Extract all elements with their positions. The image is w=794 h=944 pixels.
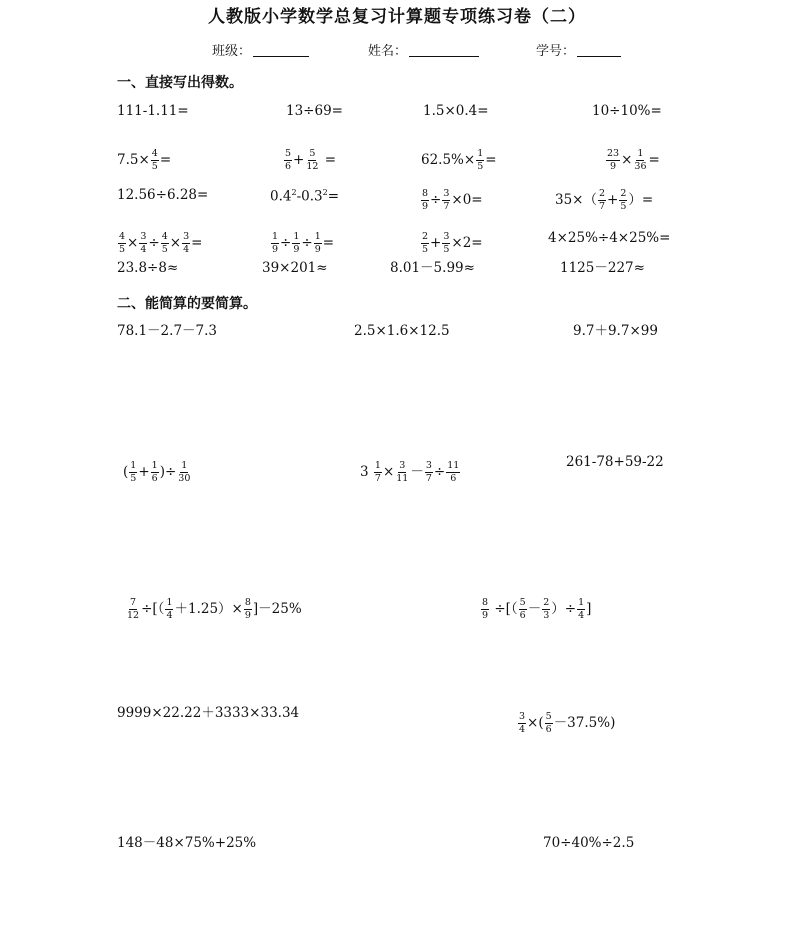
problem: 261-78+59-22 xyxy=(566,454,664,470)
fraction xyxy=(519,598,527,621)
fraction xyxy=(421,232,429,255)
denominator: 5 xyxy=(161,243,168,255)
fraction xyxy=(542,598,550,621)
fraction xyxy=(577,598,585,621)
denominator: 9 xyxy=(244,609,251,621)
class-label: 班级： xyxy=(212,44,252,59)
denominator: 5 xyxy=(422,243,429,255)
problem: 23.8÷8≈ xyxy=(117,260,179,276)
problem: 9.7＋9.7×99 xyxy=(573,323,658,339)
problem: 10÷10%= xyxy=(592,103,662,119)
denominator: 9 xyxy=(272,243,279,255)
denominator: 4 xyxy=(140,243,147,255)
numerator: 3 xyxy=(399,460,406,471)
denominator: 7 xyxy=(425,472,432,484)
fraction xyxy=(442,232,450,255)
problem: 8.01－5.99≈ xyxy=(390,260,475,276)
numerator: 4 xyxy=(161,231,168,242)
fraction xyxy=(442,189,450,212)
numerator: 4 xyxy=(119,231,126,242)
numerator: 1 xyxy=(293,231,300,242)
numerator: 3 xyxy=(443,188,450,199)
denominator: 12 xyxy=(127,609,140,621)
numerator: 5 xyxy=(545,711,552,722)
problem: $\frac{5}{6}$ + $\frac{5}{12}$ = xyxy=(285,148,337,172)
problem: 7.5× $\frac{4}{5}$ = xyxy=(117,148,172,172)
section2-heading: 二、能简算的要简算。 xyxy=(117,296,257,312)
problem: 111-1.11= xyxy=(117,103,189,119)
fraction xyxy=(118,232,126,255)
numerator: 8 xyxy=(244,597,251,608)
fraction xyxy=(126,598,140,621)
numerator: 1 xyxy=(151,460,158,471)
fraction xyxy=(314,232,322,255)
fraction xyxy=(446,461,460,484)
numerator: 1 xyxy=(181,460,188,471)
fraction xyxy=(151,461,159,484)
fraction xyxy=(598,189,606,212)
problem: 1125－227≈ xyxy=(560,260,645,276)
numerator: 1 xyxy=(374,460,381,471)
numerator: 2 xyxy=(543,597,550,608)
fraction xyxy=(129,461,137,484)
problem: 148－48×75%+25% xyxy=(117,835,257,851)
problem: 3 $\frac{1}{7}$ × $\frac{3}{11}$ － $\frac{3}{7}$ ÷ $\frac{11}{6}$ xyxy=(360,460,460,484)
denominator: 12 xyxy=(306,160,319,172)
denominator: 5 xyxy=(151,160,158,172)
name-blank xyxy=(409,42,479,57)
fraction xyxy=(476,149,484,172)
denominator: 4 xyxy=(183,243,190,255)
denominator: 6 xyxy=(450,472,457,484)
numerator: 2 xyxy=(422,231,429,242)
numerator: 1 xyxy=(477,148,484,159)
denominator: 6 xyxy=(285,160,292,172)
fraction xyxy=(161,232,169,255)
problem: 35×（ $\frac{2}{7}$ + $\frac{2}{5}$ ）= xyxy=(555,188,654,212)
problem: 13÷69= xyxy=(286,103,343,119)
problem: 4×25%÷4×25%= xyxy=(548,230,671,246)
fraction xyxy=(292,232,300,255)
fraction xyxy=(374,461,382,484)
denominator: 9 xyxy=(482,609,489,621)
fraction xyxy=(545,712,553,735)
denominator: 3 xyxy=(543,609,550,621)
numerator: 2 xyxy=(620,188,627,199)
fraction xyxy=(165,598,173,621)
fraction xyxy=(619,189,627,212)
numerator: 1 xyxy=(272,231,279,242)
problem: $\frac{8}{9}$ ÷[（ $\frac{5}{6}$ － $\frac{2}{3}$ ）÷ $\frac{1}{4}$ ] xyxy=(482,597,592,621)
class-field xyxy=(212,40,309,59)
denominator: 6 xyxy=(519,609,526,621)
denominator: 7 xyxy=(443,200,450,212)
numerator: 1 xyxy=(578,597,585,608)
superscript: 2 xyxy=(291,188,297,197)
denominator: 5 xyxy=(477,160,484,172)
fraction xyxy=(518,712,526,735)
numerator: 3 xyxy=(183,231,190,242)
fraction xyxy=(139,232,147,255)
section1-heading: 一、直接写出得数。 xyxy=(117,75,243,91)
numerator: 8 xyxy=(482,597,489,608)
problem: 9999×22.22＋3333×33.34 xyxy=(117,705,300,721)
name-field xyxy=(368,40,479,59)
numerator: 3 xyxy=(425,460,432,471)
fraction xyxy=(182,232,190,255)
fraction xyxy=(284,149,292,172)
numerator: 5 xyxy=(309,148,316,159)
denominator: 5 xyxy=(443,243,450,255)
problem: $\frac{23}{9}$ × $\frac{1}{36}$ = xyxy=(607,148,660,172)
superscript: 2 xyxy=(322,188,328,197)
name-label: 姓名： xyxy=(368,44,408,59)
denominator: 5 xyxy=(130,472,137,484)
problem: ( $\frac{1}{5}$ + $\frac{1}{6}$ )÷ $\frac{1}{30}$ xyxy=(123,460,191,484)
problem: $0.4^2-0.3^2=$ xyxy=(270,188,340,205)
problem: 1.5×0.4= xyxy=(423,103,489,119)
class-blank xyxy=(253,42,309,57)
fraction xyxy=(244,598,252,621)
problem: 70÷40%÷2.5 xyxy=(543,835,635,851)
fraction xyxy=(177,461,191,484)
denominator: 6 xyxy=(545,723,552,735)
numerator: 1 xyxy=(130,460,137,471)
page-title: 人教版小学数学总复习计算题专项练习卷（二） xyxy=(208,7,586,27)
denominator: 9 xyxy=(314,243,321,255)
fraction xyxy=(271,232,279,255)
denominator: 4 xyxy=(578,609,585,621)
denominator: 5 xyxy=(620,200,627,212)
denominator: 36 xyxy=(634,160,647,172)
numerator: 7 xyxy=(130,597,137,608)
fraction xyxy=(421,189,429,212)
fraction xyxy=(606,149,620,172)
denominator: 9 xyxy=(422,200,429,212)
numerator: 3 xyxy=(443,231,450,242)
problem: $\frac{8}{9}$ ÷ $\frac{3}{7}$ ×0= xyxy=(422,188,483,212)
denominator: 30 xyxy=(178,472,191,484)
denominator: 7 xyxy=(374,472,381,484)
fraction xyxy=(481,598,489,621)
fraction xyxy=(305,149,319,172)
fraction xyxy=(425,461,433,484)
problem: 2.5×1.6×12.5 xyxy=(354,323,450,339)
denominator: 11 xyxy=(396,472,409,484)
problem: 12.56÷6.28= xyxy=(117,187,209,203)
problem: $\frac{7}{12}$ ÷[（ $\frac{1}{4}$ ＋1.25）× $\frac{8}{9}$ ]－25% xyxy=(127,597,302,621)
problem: 62.5%× $\frac{1}{5}$ = xyxy=(421,148,497,172)
denominator: 4 xyxy=(519,723,526,735)
problem: 39×201≈ xyxy=(262,260,328,276)
denominator: 9 xyxy=(293,243,300,255)
problem: $\frac{2}{5}$ + $\frac{3}{5}$ ×2= xyxy=(422,231,483,255)
fraction xyxy=(633,149,647,172)
denominator: 9 xyxy=(610,160,617,172)
fraction xyxy=(151,149,159,172)
numerator: 3 xyxy=(519,711,526,722)
numerator: 5 xyxy=(285,148,292,159)
denominator: 7 xyxy=(599,200,606,212)
numerator: 1 xyxy=(166,597,173,608)
numerator: 3 xyxy=(140,231,147,242)
problem: $\frac{1}{9}$ ÷ $\frac{1}{9}$ ÷ $\frac{1}{9}$ = xyxy=(272,231,335,255)
numerator: 8 xyxy=(422,188,429,199)
denominator: 5 xyxy=(119,243,126,255)
numerator: 2 xyxy=(599,188,606,199)
fraction xyxy=(395,461,409,484)
id-blank xyxy=(577,42,621,57)
numerator: 23 xyxy=(607,148,620,159)
denominator: 4 xyxy=(166,609,173,621)
numerator: 11 xyxy=(447,460,460,471)
id-label: 学号： xyxy=(536,44,576,59)
numerator: 5 xyxy=(519,597,526,608)
problem: $\frac{4}{5}$ × $\frac{3}{4}$ ÷ $\frac{4}{5}$ × $\frac{3}{4}$ = xyxy=(119,231,203,255)
numerator: 1 xyxy=(637,148,644,159)
numerator: 4 xyxy=(151,148,158,159)
problem: $\frac{3}{4}$ ×( $\frac{5}{6}$ －37.5%) xyxy=(519,711,616,735)
problem: 78.1－2.7－7.3 xyxy=(117,323,217,339)
id-field xyxy=(536,40,621,59)
numerator: 1 xyxy=(314,231,321,242)
denominator: 6 xyxy=(151,472,158,484)
